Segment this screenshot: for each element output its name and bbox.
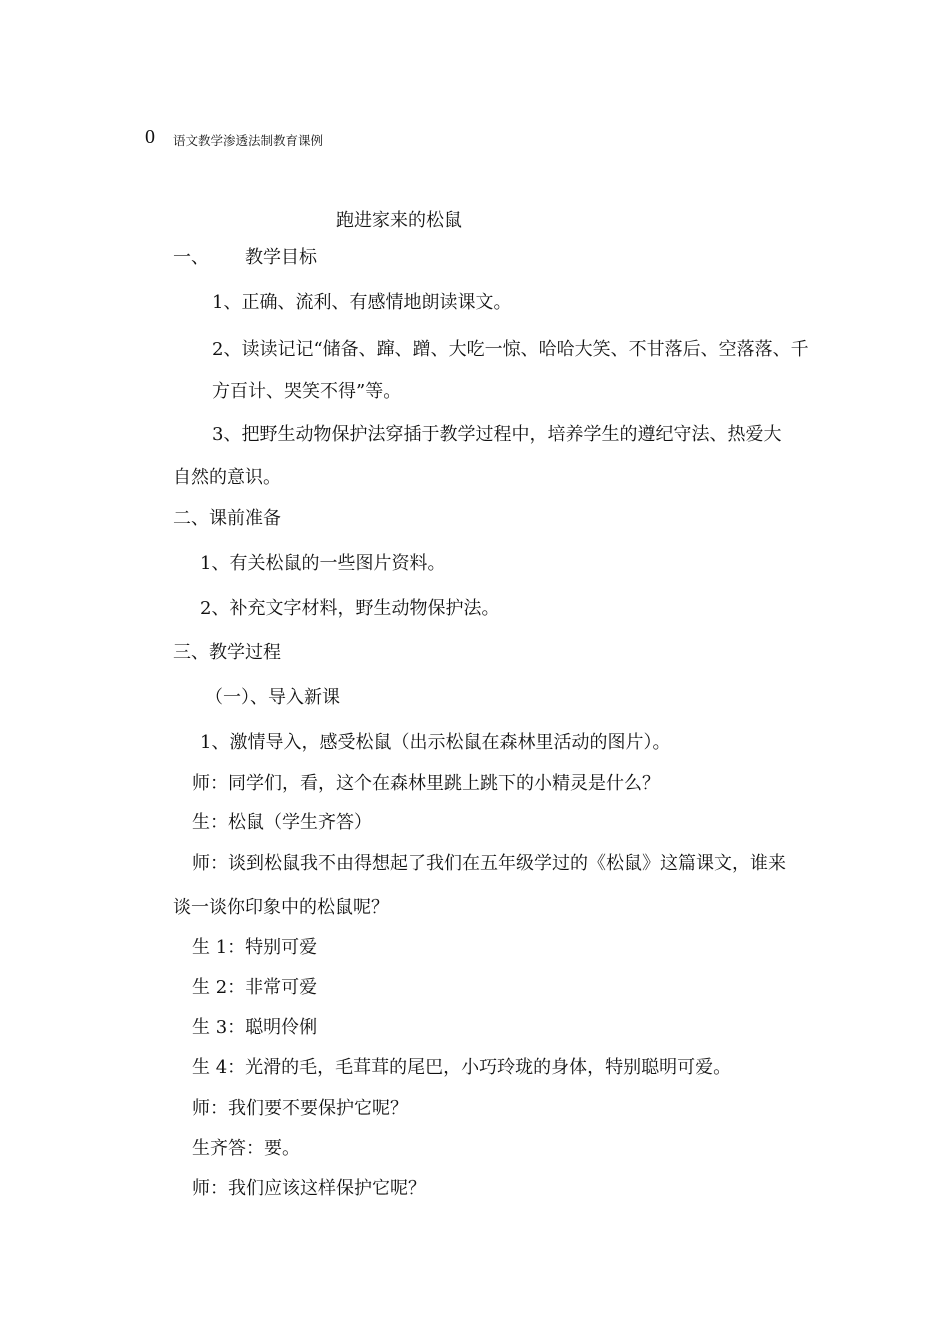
running-header: 语文教学渗透法制教育课例	[173, 133, 324, 148]
prep-2: 2、补充文字材料，野生动物保护法。	[200, 598, 500, 619]
dialogue-line: 生：松鼠（学生齐答）	[192, 812, 372, 833]
dialogue-line: 生齐答：要。	[192, 1138, 300, 1159]
objective-3-line1: 3、把野生动物保护法穿插于教学过程中，培养学生的遵纪守法、热爱大	[212, 424, 782, 445]
section-2-heading: 二、课前准备	[173, 508, 281, 529]
section-1-number: 一、	[173, 247, 209, 268]
dialogue-line: 生 2：非常可爱	[192, 977, 318, 998]
document-title: 跑进家来的松鼠	[336, 210, 462, 231]
objective-1: 1、正确、流利、有感情地朗读课文。	[212, 292, 512, 313]
section-1-heading: 教学目标	[245, 247, 317, 268]
page-number: 0	[145, 126, 155, 148]
dialogue-line: 师：我们应该这样保护它呢？	[192, 1178, 426, 1199]
process-step-1: 1、激情导入，感受松鼠（出示松鼠在森林里活动的图片）。	[200, 732, 671, 753]
dialogue-line: 师：我们要不要保护它呢？	[192, 1098, 408, 1119]
dialogue-line: 谈一谈你印象中的松鼠呢？	[173, 897, 389, 918]
objective-2-line1: 2、读读记记“储备、蹿、蹭、大吃一惊、哈哈大笑、不甘落后、空落落、千	[212, 339, 809, 360]
objective-3-line2: 自然的意识。	[173, 467, 281, 488]
dialogue-line: 师：同学们，看，这个在森林里跳上跳下的小精灵是什么？	[192, 773, 660, 794]
subsection-heading: （一）、导入新课	[205, 687, 340, 708]
dialogue-line: 生 1：特别可爱	[192, 937, 318, 958]
dialogue-line: 生 3：聪明伶俐	[192, 1017, 318, 1038]
objective-2-line2: 方百计、哭笑不得”等。	[212, 381, 402, 402]
dialogue-line: 生 4：光滑的毛，毛茸茸的尾巴，小巧玲珑的身体，特别聪明可爱。	[192, 1057, 732, 1078]
prep-1: 1、有关松鼠的一些图片资料。	[200, 553, 446, 574]
dialogue-line: 师：谈到松鼠我不由得想起了我们在五年级学过的《松鼠》这篇课文，谁来	[192, 853, 786, 874]
section-3-heading: 三、教学过程	[173, 642, 281, 663]
